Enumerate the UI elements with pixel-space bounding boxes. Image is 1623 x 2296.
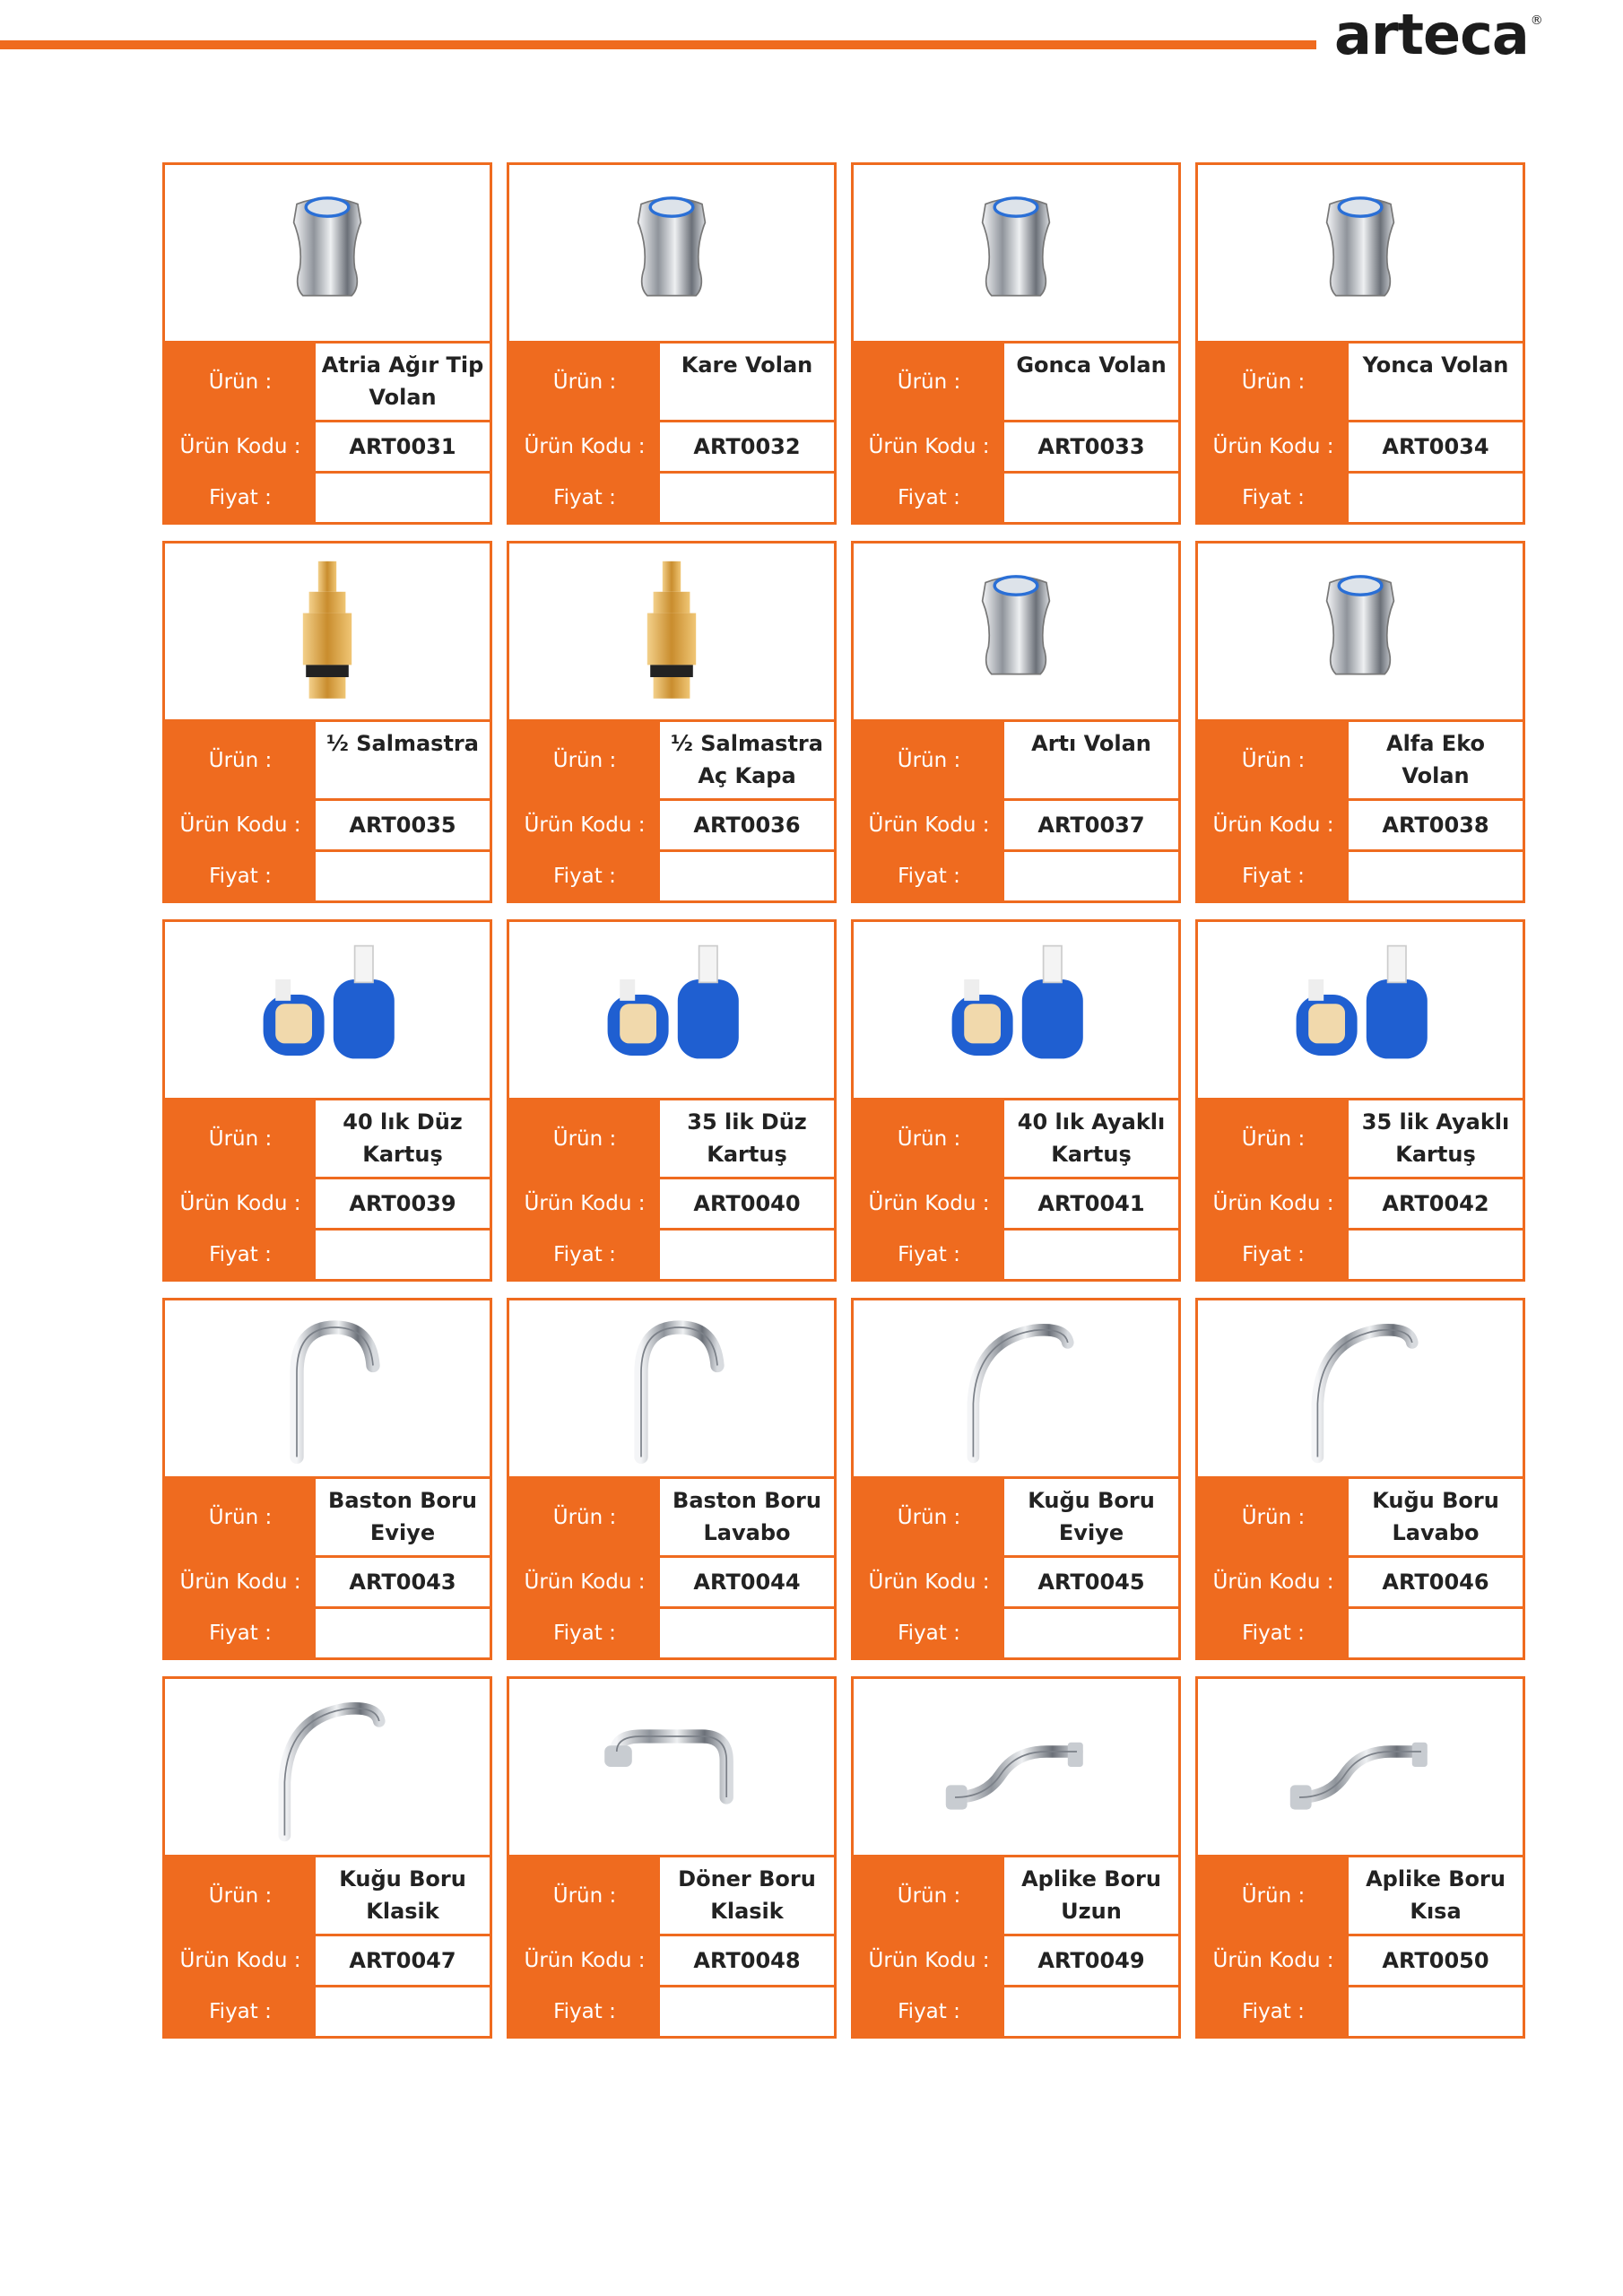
- cartridge-icon: [595, 934, 748, 1086]
- product-price: [1349, 1987, 1523, 2036]
- product-image: [1198, 544, 1523, 719]
- product-label: Ürün :: [509, 344, 660, 420]
- product-code-row: [854, 1555, 1178, 1606]
- product-price-row: [854, 1985, 1178, 2036]
- product-label: Ürün :: [165, 1479, 316, 1555]
- product-price-row: [165, 1228, 490, 1279]
- code-label: Ürün Kodu :: [854, 422, 1004, 471]
- product-price-row: [854, 471, 1178, 522]
- product-image: [509, 165, 834, 341]
- code-label: Ürün Kodu :: [509, 422, 660, 471]
- product-image: [1198, 1300, 1523, 1476]
- product-price-row: [1198, 1985, 1523, 2036]
- product-card: [1195, 162, 1525, 525]
- product-code: ART0033: [1037, 434, 1145, 459]
- product-code-row: [509, 1934, 834, 1985]
- product-label: Ürün :: [1198, 1857, 1349, 1934]
- product-code: ART0034: [1382, 434, 1489, 459]
- product-name-row: [165, 1476, 490, 1555]
- product-name-row: [165, 1855, 490, 1934]
- code-label: Ürün Kodu :: [165, 1179, 316, 1228]
- price-label: Fiyat :: [1198, 1609, 1349, 1657]
- product-name-row: [165, 719, 490, 798]
- product-card: [507, 541, 837, 903]
- product-image: [854, 165, 1178, 341]
- product-name: Yonca Volan: [1362, 352, 1509, 378]
- product-name-row: [165, 341, 490, 420]
- product-image: [165, 1679, 490, 1855]
- product-image: [509, 922, 834, 1098]
- product-image: [854, 544, 1178, 719]
- code-label: Ürün Kodu :: [1198, 1936, 1349, 1985]
- product-code-row: [509, 1177, 834, 1228]
- product-image: [165, 544, 490, 719]
- product-code: ART0035: [349, 813, 456, 838]
- price-label: Fiyat :: [165, 1987, 316, 2036]
- product-price-row: [509, 1228, 834, 1279]
- price-label: Fiyat :: [854, 474, 1004, 522]
- product-price: [316, 852, 490, 900]
- product-card: [162, 1298, 492, 1660]
- product-price: [316, 1231, 490, 1279]
- price-label: Fiyat :: [165, 474, 316, 522]
- swan-spout-icon: [940, 1312, 1092, 1465]
- swivel-spout-icon: [595, 1691, 748, 1843]
- product-code-row: [854, 420, 1178, 471]
- product-name: Alfa Eko Volan: [1386, 731, 1485, 788]
- top-accent-bar: [0, 40, 1316, 49]
- product-name: Gonca Volan: [1016, 352, 1167, 378]
- product-code-row: [165, 420, 490, 471]
- code-label: Ürün Kodu :: [165, 801, 316, 849]
- price-label: Fiyat :: [854, 1609, 1004, 1657]
- product-price-row: [165, 1606, 490, 1657]
- product-image: [165, 165, 490, 341]
- product-image: [165, 1300, 490, 1476]
- product-name-row: [1198, 1476, 1523, 1555]
- product-code-row: [854, 1177, 1178, 1228]
- product-name-row: [854, 719, 1178, 798]
- product-name: ½ Salmastra Aç Kapa: [671, 731, 823, 788]
- product-image: [1198, 165, 1523, 341]
- product-image: [165, 922, 490, 1098]
- product-price: [1349, 1231, 1523, 1279]
- product-code-row: [165, 1934, 490, 1985]
- product-name-row: [509, 719, 834, 798]
- product-card: [1195, 1676, 1525, 2039]
- product-name: 35 lik Düz Kartuş: [687, 1109, 807, 1167]
- chrome-handle-icon: [1284, 177, 1436, 329]
- product-name: Aplike Boru Kısa: [1366, 1866, 1506, 1924]
- product-code: ART0039: [349, 1191, 456, 1216]
- product-image: [1198, 922, 1523, 1098]
- product-name-row: [1198, 1098, 1523, 1177]
- price-label: Fiyat :: [509, 852, 660, 900]
- product-price: [1004, 1987, 1178, 2036]
- product-code: ART0049: [1037, 1948, 1145, 1973]
- product-name: Artı Volan: [1031, 731, 1151, 756]
- product-price-row: [854, 1228, 1178, 1279]
- product-code-row: [165, 798, 490, 849]
- product-name: Kare Volan: [681, 352, 813, 378]
- product-price: [316, 1609, 490, 1657]
- product-price: [660, 1609, 834, 1657]
- code-label: Ürün Kodu :: [854, 801, 1004, 849]
- product-label: Ürün :: [854, 344, 1004, 420]
- product-label: Ürün :: [1198, 1479, 1349, 1555]
- product-code: ART0050: [1382, 1948, 1489, 1973]
- product-code: ART0041: [1037, 1191, 1145, 1216]
- product-label: Ürün :: [509, 722, 660, 798]
- product-price: [1004, 474, 1178, 522]
- product-label: Ürün :: [165, 722, 316, 798]
- product-name-row: [854, 1855, 1178, 1934]
- product-code-row: [854, 798, 1178, 849]
- product-price-row: [1198, 1228, 1523, 1279]
- product-code: ART0044: [693, 1570, 801, 1595]
- product-code-row: [509, 1555, 834, 1606]
- product-name: Baston Boru Eviye: [328, 1488, 477, 1545]
- product-card: [1195, 1298, 1525, 1660]
- product-price-row: [1198, 1606, 1523, 1657]
- price-label: Fiyat :: [509, 1609, 660, 1657]
- product-price: [660, 474, 834, 522]
- chrome-handle-icon: [1284, 555, 1436, 708]
- product-code: ART0040: [693, 1191, 801, 1216]
- price-label: Fiyat :: [1198, 852, 1349, 900]
- code-label: Ürün Kodu :: [509, 801, 660, 849]
- product-name: 35 lik Ayaklı Kartuş: [1361, 1109, 1510, 1167]
- product-price: [1004, 852, 1178, 900]
- product-code: ART0042: [1382, 1191, 1489, 1216]
- product-name-row: [509, 1476, 834, 1555]
- product-price: [660, 852, 834, 900]
- chrome-handle-icon: [940, 177, 1092, 329]
- product-card: [507, 1298, 837, 1660]
- product-price: [1004, 1231, 1178, 1279]
- product-card: [162, 541, 492, 903]
- code-label: Ürün Kodu :: [165, 1936, 316, 1985]
- product-code: ART0036: [693, 813, 801, 838]
- price-label: Fiyat :: [165, 1231, 316, 1279]
- product-label: Ürün :: [854, 722, 1004, 798]
- product-price: [1349, 1609, 1523, 1657]
- product-name: Baston Boru Lavabo: [673, 1488, 821, 1545]
- product-price-row: [165, 471, 490, 522]
- product-label: Ürün :: [854, 1100, 1004, 1177]
- product-code: ART0045: [1037, 1570, 1145, 1595]
- product-code: ART0043: [349, 1570, 456, 1595]
- product-code-row: [165, 1177, 490, 1228]
- chrome-handle-icon: [251, 177, 404, 329]
- price-label: Fiyat :: [1198, 1987, 1349, 2036]
- product-card: [162, 162, 492, 525]
- product-code-row: [1198, 1177, 1523, 1228]
- price-label: Fiyat :: [509, 1987, 660, 2036]
- product-code-row: [1198, 1934, 1523, 1985]
- product-name-row: [854, 1098, 1178, 1177]
- product-name-row: [165, 1098, 490, 1177]
- price-label: Fiyat :: [854, 852, 1004, 900]
- product-price: [316, 1987, 490, 2036]
- product-name-row: [1198, 341, 1523, 420]
- product-code: ART0032: [693, 434, 801, 459]
- product-code-row: [1198, 420, 1523, 471]
- product-image: [854, 1300, 1178, 1476]
- product-card: [1195, 541, 1525, 903]
- price-label: Fiyat :: [854, 1231, 1004, 1279]
- product-label: Ürün :: [509, 1100, 660, 1177]
- product-price-row: [1198, 471, 1523, 522]
- product-price-row: [509, 1606, 834, 1657]
- product-card: [851, 1298, 1181, 1660]
- product-card: [851, 162, 1181, 525]
- product-price-row: [1198, 849, 1523, 900]
- brand-logo: arteca ®: [1334, 2, 1542, 67]
- product-label: Ürün :: [854, 1857, 1004, 1934]
- product-label: Ürün :: [509, 1479, 660, 1555]
- product-code: ART0048: [693, 1948, 801, 1973]
- product-name: Kuğu Boru Eviye: [1028, 1488, 1155, 1545]
- product-name-row: [854, 1476, 1178, 1555]
- product-label: Ürün :: [854, 1479, 1004, 1555]
- product-label: Ürün :: [1198, 1100, 1349, 1177]
- code-label: Ürün Kodu :: [854, 1936, 1004, 1985]
- product-price: [1349, 852, 1523, 900]
- product-code-row: [854, 1934, 1178, 1985]
- product-code-row: [1198, 1555, 1523, 1606]
- product-name: 40 lık Düz Kartuş: [343, 1109, 463, 1167]
- product-code: ART0047: [349, 1948, 456, 1973]
- product-price-row: [854, 1606, 1178, 1657]
- product-price-row: [854, 849, 1178, 900]
- product-image: [509, 544, 834, 719]
- product-name: Kuğu Boru Lavabo: [1372, 1488, 1499, 1545]
- code-label: Ürün Kodu :: [1198, 1179, 1349, 1228]
- price-label: Fiyat :: [165, 1609, 316, 1657]
- product-price: [660, 1987, 834, 2036]
- price-label: Fiyat :: [165, 852, 316, 900]
- product-name-row: [854, 341, 1178, 420]
- product-code-row: [165, 1555, 490, 1606]
- product-price-row: [509, 1985, 834, 2036]
- product-price-row: [509, 849, 834, 900]
- product-name: ½ Salmastra: [326, 731, 479, 756]
- product-price-row: [509, 471, 834, 522]
- code-label: Ürün Kodu :: [509, 1558, 660, 1606]
- price-label: Fiyat :: [854, 1987, 1004, 2036]
- product-card: [507, 162, 837, 525]
- product-price: [316, 474, 490, 522]
- product-price-row: [165, 849, 490, 900]
- product-name-row: [509, 341, 834, 420]
- product-card: [162, 1676, 492, 2039]
- product-price: [660, 1231, 834, 1279]
- product-image: [1198, 1679, 1523, 1855]
- product-name-row: [509, 1855, 834, 1934]
- product-name-row: [1198, 719, 1523, 798]
- product-name: Kuğu Boru Klasik: [339, 1866, 466, 1924]
- chrome-handle-icon: [595, 177, 748, 329]
- product-label: Ürün :: [1198, 344, 1349, 420]
- product-label: Ürün :: [165, 344, 316, 420]
- product-code: ART0046: [1382, 1570, 1489, 1595]
- product-grid: [162, 162, 1525, 2039]
- product-code-row: [1198, 798, 1523, 849]
- code-label: Ürün Kodu :: [1198, 422, 1349, 471]
- cartridge-icon: [940, 934, 1092, 1086]
- product-name: Atria Ağır Tip Volan: [321, 352, 484, 410]
- swan-spout-icon: [251, 1691, 404, 1843]
- product-card: [851, 919, 1181, 1282]
- product-image: [509, 1300, 834, 1476]
- product-name: 40 lık Ayaklı Kartuş: [1017, 1109, 1166, 1167]
- product-name: Döner Boru Klasik: [678, 1866, 816, 1924]
- code-label: Ürün Kodu :: [509, 1179, 660, 1228]
- product-card: [851, 541, 1181, 903]
- code-label: Ürün Kodu :: [165, 1558, 316, 1606]
- product-image: [854, 922, 1178, 1098]
- product-code: ART0037: [1037, 813, 1145, 838]
- product-image: [854, 1679, 1178, 1855]
- product-card: [851, 1676, 1181, 2039]
- code-label: Ürün Kodu :: [1198, 801, 1349, 849]
- product-code-row: [509, 420, 834, 471]
- price-label: Fiyat :: [1198, 474, 1349, 522]
- price-label: Fiyat :: [509, 1231, 660, 1279]
- code-label: Ürün Kodu :: [1198, 1558, 1349, 1606]
- cartridge-icon: [251, 934, 404, 1086]
- swan-spout-icon: [1284, 1312, 1436, 1465]
- code-label: Ürün Kodu :: [854, 1558, 1004, 1606]
- product-card: [507, 919, 837, 1282]
- product-card: [1195, 919, 1525, 1282]
- product-code-row: [509, 798, 834, 849]
- gooseneck-spout-icon: [251, 1312, 404, 1465]
- product-price-row: [165, 1985, 490, 2036]
- brass-valve-icon: [595, 555, 748, 708]
- product-name: Aplike Boru Uzun: [1021, 1866, 1161, 1924]
- product-label: Ürün :: [509, 1857, 660, 1934]
- product-card: [162, 919, 492, 1282]
- cartridge-icon: [1284, 934, 1436, 1086]
- price-label: Fiyat :: [1198, 1231, 1349, 1279]
- product-label: Ürün :: [165, 1100, 316, 1177]
- code-label: Ürün Kodu :: [509, 1936, 660, 1985]
- product-label: Ürün :: [165, 1857, 316, 1934]
- code-label: Ürün Kodu :: [854, 1179, 1004, 1228]
- price-label: Fiyat :: [509, 474, 660, 522]
- gooseneck-spout-icon: [595, 1312, 748, 1465]
- brass-valve-icon: [251, 555, 404, 708]
- product-label: Ürün :: [1198, 722, 1349, 798]
- product-price: [1004, 1609, 1178, 1657]
- code-label: Ürün Kodu :: [165, 422, 316, 471]
- product-image: [509, 1679, 834, 1855]
- product-code: ART0031: [349, 434, 456, 459]
- product-card: [507, 1676, 837, 2039]
- product-price: [1349, 474, 1523, 522]
- product-name-row: [509, 1098, 834, 1177]
- product-name-row: [1198, 1855, 1523, 1934]
- product-code: ART0038: [1382, 813, 1489, 838]
- wall-spout-icon: [940, 1691, 1092, 1843]
- wall-spout-icon: [1284, 1691, 1436, 1843]
- chrome-handle-icon: [940, 555, 1092, 708]
